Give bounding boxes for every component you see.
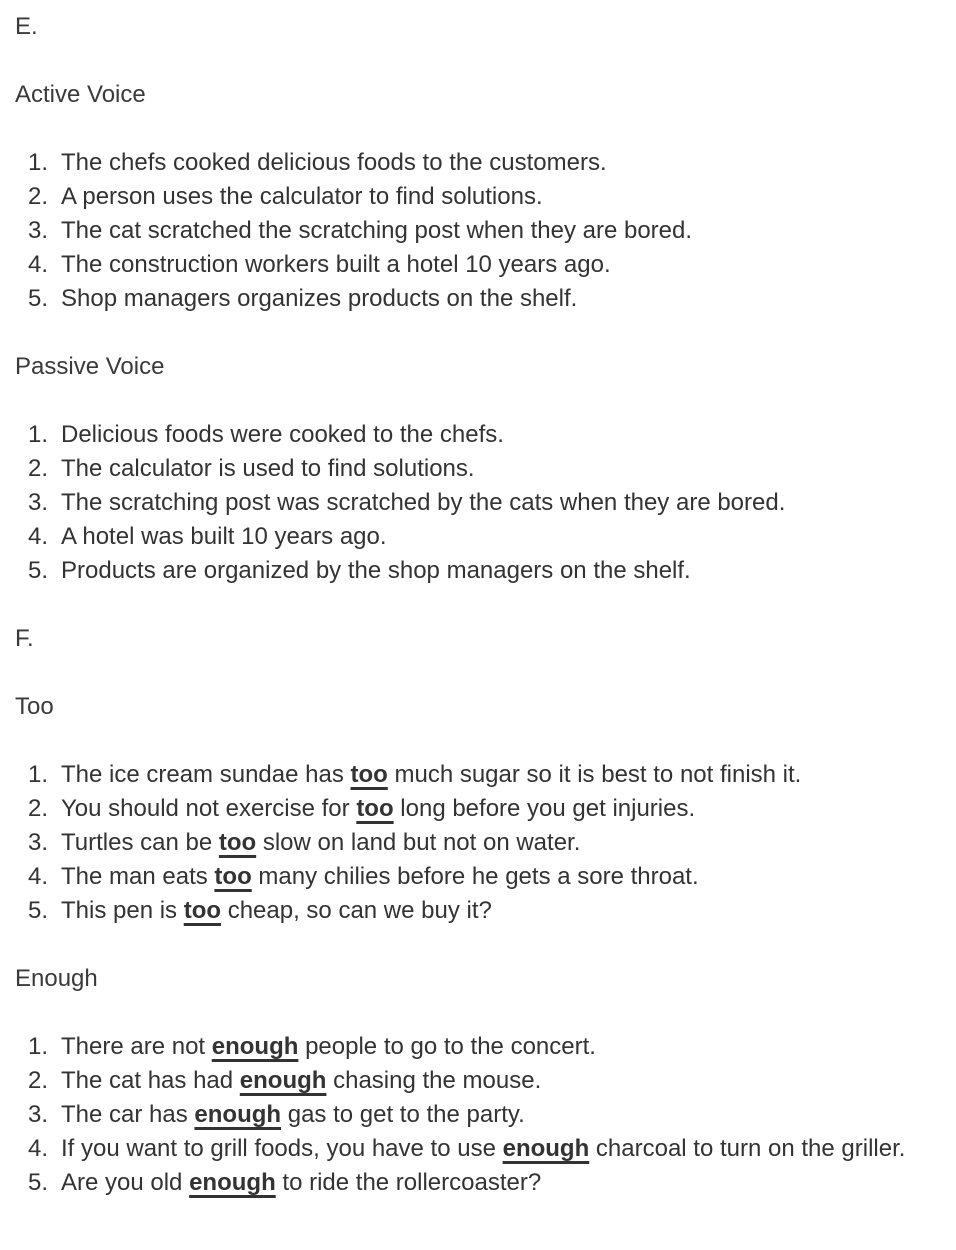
list-item-text: The cat scratched the scratching post when they are bored. xyxy=(61,217,693,244)
spacer xyxy=(15,588,956,622)
too-list xyxy=(15,758,956,928)
list-item-text-after: to ride the rollercoaster? xyxy=(275,1169,542,1196)
keyword-enough: enough xyxy=(239,1067,327,1094)
section-e-label: E. xyxy=(15,13,38,40)
list-item-text-before: If you want to grill foods, you have to use xyxy=(61,1135,503,1162)
list-item-text-after: chasing the mouse. xyxy=(326,1067,542,1094)
spacer xyxy=(15,928,956,962)
keyword-too: too xyxy=(183,897,222,924)
list-number: 5. xyxy=(28,1169,49,1196)
list-number: 2. xyxy=(28,455,49,482)
list-number: 1. xyxy=(28,421,49,448)
list-item-text: The scratching post was scratched by the cats when they are bored. xyxy=(61,489,786,516)
list-item-text-before: The ice cream sundae has xyxy=(61,761,351,788)
list-number: 2. xyxy=(28,1067,49,1094)
keyword-too: too xyxy=(214,863,252,890)
list-number: 4. xyxy=(28,523,49,550)
list-number: 3. xyxy=(28,489,49,516)
list-item-text: Delicious foods were cooked to the chefs. xyxy=(61,421,504,448)
list-item-text: The chefs cooked delicious foods to the customers. xyxy=(61,149,607,176)
list-item-text-after: charcoal to turn on the griller. xyxy=(589,1135,906,1162)
list-number: 1. xyxy=(28,1033,49,1060)
list-item xyxy=(15,860,956,894)
list-item xyxy=(15,826,956,860)
list-item-text-before: You should not exercise for xyxy=(61,795,357,822)
list-number: 1. xyxy=(28,761,49,788)
list-item-text-after: long before you get injuries. xyxy=(393,795,696,822)
list-number: 4. xyxy=(28,863,49,890)
list-item xyxy=(15,758,956,792)
list-item-text: The calculator is used to find solutions. xyxy=(61,455,475,482)
spacer xyxy=(15,384,956,418)
keyword-enough: enough xyxy=(211,1033,299,1060)
enough-heading: Enough xyxy=(15,965,98,992)
list-item-text-after: many chilies before he gets a sore throat. xyxy=(251,863,699,890)
list-item xyxy=(15,1166,956,1200)
spacer xyxy=(15,724,956,758)
list-item xyxy=(15,248,956,282)
list-number: 5. xyxy=(28,285,49,312)
list-item-text-before: Turtles can be xyxy=(61,829,219,856)
list-item-text-before: The man eats xyxy=(61,863,215,890)
list-item-text-after: gas to get to the party. xyxy=(281,1101,525,1128)
list-item-text-before: The cat has had xyxy=(61,1067,240,1094)
list-item-text: A hotel was built 10 years ago. xyxy=(61,523,387,550)
list-item xyxy=(15,1064,956,1098)
list-item-text-after: cheap, so can we buy it? xyxy=(221,897,492,924)
spacer xyxy=(15,316,956,350)
list-number: 4. xyxy=(28,251,49,278)
keyword-too: too xyxy=(218,829,257,856)
list-item-text-before: Are you old xyxy=(61,1169,190,1196)
list-number: 4. xyxy=(28,1135,49,1162)
list-item-text: Products are organized by the shop managers on the shelf. xyxy=(61,557,691,584)
list-number: 2. xyxy=(28,183,49,210)
list-item xyxy=(15,1132,956,1166)
keyword-enough: enough xyxy=(194,1101,282,1128)
active-voice-list xyxy=(15,146,956,316)
list-item xyxy=(15,520,956,554)
list-item-text: A person uses the calculator to find solutions. xyxy=(61,183,543,210)
passive-voice-heading: Passive Voice xyxy=(15,353,165,380)
list-number: 3. xyxy=(28,217,49,244)
keyword-too: too xyxy=(350,761,388,788)
list-item xyxy=(15,1098,956,1132)
list-item xyxy=(15,554,956,588)
list-item xyxy=(15,214,956,248)
keyword-too: too xyxy=(356,795,394,822)
list-item-text: Shop managers organizes products on the shelf. xyxy=(61,285,578,312)
list-number: 1. xyxy=(28,149,49,176)
list-item-text-before: This pen is xyxy=(61,897,184,924)
keyword-enough: enough xyxy=(502,1135,590,1162)
active-voice-heading: Active Voice xyxy=(15,81,146,108)
list-item xyxy=(15,452,956,486)
list-number: 3. xyxy=(28,1101,49,1128)
spacer xyxy=(15,112,956,146)
list-number: 5. xyxy=(28,897,49,924)
list-item-text: The construction workers built a hotel 10 years ago. xyxy=(61,251,611,278)
list-item-text-after: slow on land but not on water. xyxy=(256,829,581,856)
section-f-label: F. xyxy=(15,625,34,652)
list-item-text-before: The car has xyxy=(61,1101,195,1128)
list-number: 5. xyxy=(28,557,49,584)
list-item-text-after: people to go to the concert. xyxy=(298,1033,596,1060)
list-number: 3. xyxy=(28,829,49,856)
list-item xyxy=(15,1030,956,1064)
passive-voice-list xyxy=(15,418,956,588)
enough-list xyxy=(15,1030,956,1200)
list-item-text-before: There are not xyxy=(61,1033,212,1060)
spacer xyxy=(15,44,956,78)
list-item xyxy=(15,486,956,520)
keyword-enough: enough xyxy=(189,1169,276,1196)
list-item-text-after: much sugar so it is best to not finish it. xyxy=(387,761,802,788)
spacer xyxy=(15,656,956,690)
list-item xyxy=(15,792,956,826)
list-item xyxy=(15,282,956,316)
list-number: 2. xyxy=(28,795,49,822)
too-heading: Too xyxy=(15,693,54,720)
spacer xyxy=(15,996,956,1030)
list-item xyxy=(15,146,956,180)
list-item xyxy=(15,894,956,928)
list-item xyxy=(15,418,956,452)
list-item xyxy=(15,180,956,214)
